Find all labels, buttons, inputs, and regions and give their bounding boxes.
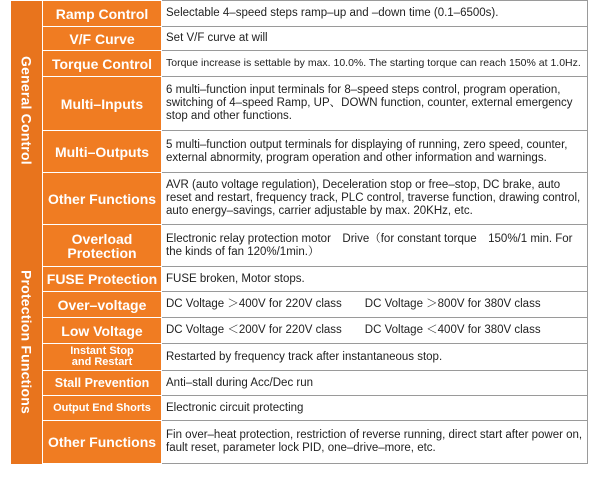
table-row (11, 131, 588, 173)
table-row (11, 267, 588, 292)
group-protection-label: Protection Functions (18, 269, 35, 414)
row-description: Restarted by frequency track after instantaneous stop. (162, 344, 588, 371)
row-description: DC Voltage ＞400V for 220V class DC Voltage ＞800V for 380V class (162, 292, 588, 318)
group-protection-functions (11, 225, 43, 464)
row-label: FUSE Protection (43, 267, 162, 292)
row-description: Set V/F curve at will (162, 27, 588, 51)
row-label: Multi–Outputs (43, 131, 162, 173)
table-row (11, 225, 588, 267)
label-line: and Restart (71, 356, 133, 368)
table-row (11, 77, 588, 131)
row-label: V/F Curve (43, 27, 162, 51)
row-description: Selectable 4–speed steps ramp–up and –down time (0.1–6500s). (162, 1, 588, 27)
row-label: Torque Control (43, 51, 162, 77)
row-description: 5 multi–function output terminals for displaying of running, zero speed, counter, external abnormity, program operation and other information and warnings. (162, 131, 588, 173)
spec-table (11, 0, 588, 464)
row-description: AVR (auto voltage regulation), Deceleration stop or free–stop, DC brake, auto reset and restart, frequency track, PLC control, traverse function, drawing control, auto energy–savings, carrier adjustable by max. 20KHz, etc. (162, 173, 588, 225)
table-row (11, 371, 588, 396)
table-row (11, 318, 588, 344)
label-line: Protection (67, 244, 137, 261)
row-label: Low Voltage (43, 318, 162, 344)
label-line: Overload (71, 230, 133, 247)
table-row (11, 344, 588, 371)
row-description: Electronic relay protection motor Drive（for constant torque 150%/1 min. For the kinds of fan 120%/1min.） (162, 225, 588, 267)
row-label: Multi–Inputs (43, 77, 162, 131)
row-description: FUSE broken, Motor stops. (162, 267, 588, 292)
row-label: Other Functions (43, 421, 162, 464)
group-general-label: General Control (18, 55, 35, 165)
table-row (11, 396, 588, 421)
row-label (43, 344, 162, 371)
row-label: Output End Shorts (43, 396, 162, 421)
group-general-control (11, 1, 43, 225)
label-line: Instant Stop (70, 345, 134, 357)
row-label (43, 225, 162, 267)
table-row (11, 1, 588, 27)
table-row (11, 292, 588, 318)
row-description: Torque increase is settable by max. 10.0%. The starting torque can reach 150% at 1.0Hz. (162, 51, 588, 77)
row-label: Over–voltage (43, 292, 162, 318)
row-label: Stall Prevention (43, 371, 162, 396)
row-label: Other Functions (43, 173, 162, 225)
table-row (11, 27, 588, 51)
row-description: Fin over–heat protection, restriction of reverse running, direct start after power on, fault reset, parameter lock PID, one–drive–more, etc. (162, 421, 588, 464)
table-row (11, 421, 588, 464)
table-row (11, 173, 588, 225)
row-description: Anti–stall during Acc/Dec run (162, 371, 588, 396)
table-row (11, 51, 588, 77)
row-description: DC Voltage ＜200V for 220V class DC Voltage ＜400V for 380V class (162, 318, 588, 344)
row-description: 6 multi–function input terminals for 8–speed steps control, program operation, switching of 4–speed Ramp, UP、DOWN function, counter, external emergency stop and other functions. (162, 77, 588, 131)
row-description: Electronic circuit protecting (162, 396, 588, 421)
row-label: Ramp Control (43, 1, 162, 27)
